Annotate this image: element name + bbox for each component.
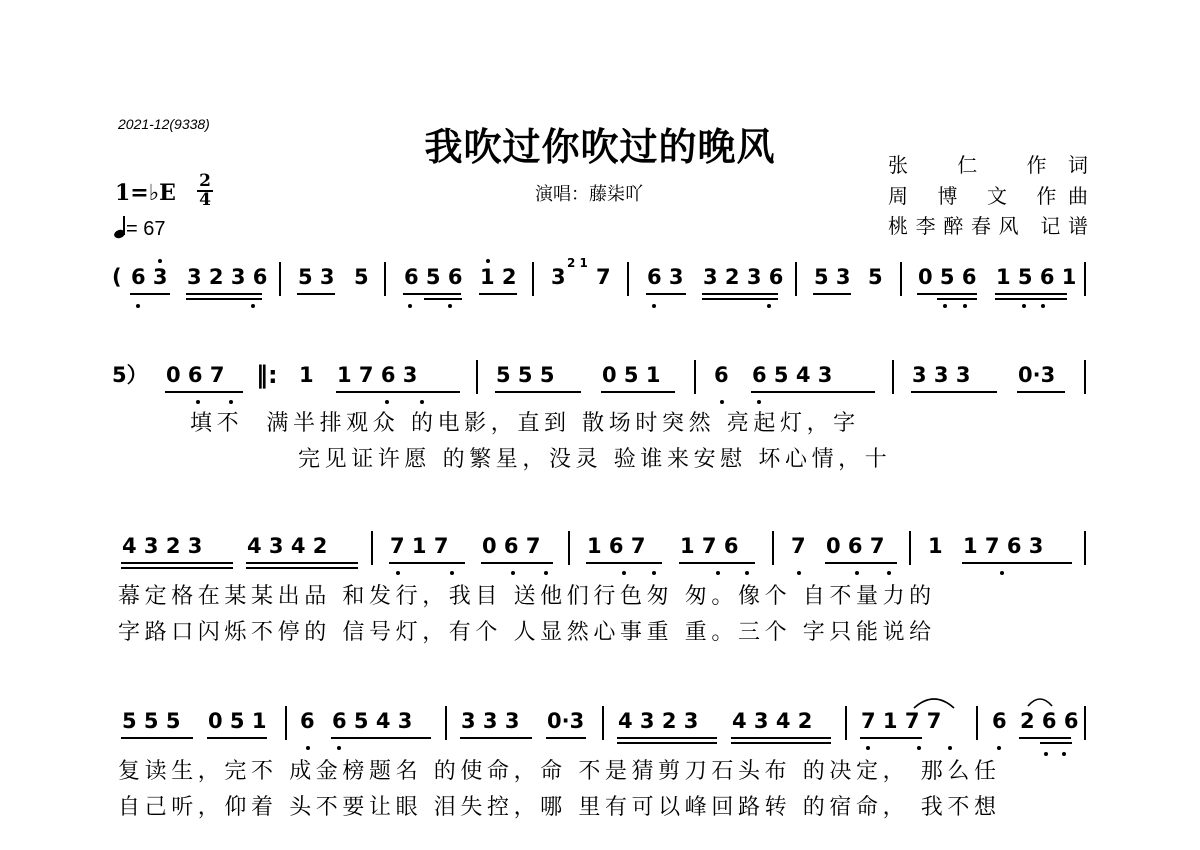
octave-dot (652, 304, 656, 308)
note-group: 5 (868, 265, 883, 289)
note-group: 1 6 7 (587, 534, 646, 558)
octave-dot (943, 304, 947, 308)
barline (1084, 706, 1086, 740)
score-row-1 (0, 256, 1200, 304)
barline (845, 706, 847, 740)
note-group: 4 3 2 3 (618, 709, 699, 733)
barline (279, 262, 281, 296)
octave-dot (720, 400, 724, 404)
octave-dot (158, 259, 162, 263)
octave-dot (337, 746, 341, 750)
note-group: 5 (354, 265, 369, 289)
beam-line (297, 293, 335, 295)
barline (532, 262, 534, 296)
octave-dot (948, 746, 952, 750)
lyric-line: 完见证许愿 的繁星，没灵 验谁来安慰 坏心情，十 (298, 447, 892, 472)
note-group: 0 6 7 (166, 363, 225, 387)
beam-line (207, 737, 267, 739)
beam-line (495, 391, 581, 393)
barline (976, 706, 978, 740)
note-group: 0 5 1 (602, 363, 661, 387)
note-group: 6 3 (647, 265, 684, 289)
beam-line (460, 737, 532, 739)
octave-dot (745, 571, 749, 575)
octave-dot (396, 571, 400, 575)
octave-dot (767, 304, 771, 308)
octave-dot (622, 571, 626, 575)
beam-line (481, 562, 553, 564)
note-group: 2 6 6 (1020, 709, 1079, 733)
note-group: 5 3 (814, 265, 851, 289)
note-group: 1 (928, 534, 943, 558)
barline (772, 531, 774, 565)
octave-dot (963, 304, 967, 308)
beam-line (962, 562, 1072, 564)
octave-dot (652, 571, 656, 575)
beam-line (679, 562, 755, 564)
beam-line (121, 567, 233, 569)
tempo-value: = 67 (126, 218, 166, 240)
beam-line (813, 293, 851, 295)
beam-line (246, 567, 358, 569)
note-group: 5 5 5 (496, 363, 555, 387)
note-group: 1 7 6 3 (337, 363, 418, 387)
beam-line (246, 562, 358, 564)
barline (1084, 531, 1086, 565)
octave-dot (511, 571, 515, 575)
octave-dot (1062, 752, 1066, 756)
lyric-line: 字路口闪烁不停的 信号灯，有个 人显然心事重 重。三个 字只能说给 (118, 620, 936, 645)
beam-line (911, 391, 997, 393)
time-signature (197, 171, 213, 210)
octave-dot (757, 400, 761, 404)
octave-dot (420, 400, 424, 404)
beam-line (646, 293, 686, 295)
beam-line (731, 737, 831, 739)
note-group: 3 3 3 (912, 363, 971, 387)
note-group: 6 (300, 709, 315, 733)
beam-line (546, 737, 586, 739)
barline (371, 531, 373, 565)
octave-dot (797, 571, 801, 575)
tie-arc (912, 694, 956, 710)
barline (795, 262, 797, 296)
lyric-line: 复读生，完不 成金榜题名 的使命，命 不是猜剪刀石头布 的决定， 那么任 (118, 759, 1001, 784)
beam-line (825, 562, 897, 564)
note-group: 0 5 6 (918, 265, 977, 289)
lyricist-credit: 张 仁 作词 (888, 153, 1088, 177)
beam-line (186, 293, 262, 295)
note-group: 4 3 4 2 (732, 709, 813, 733)
beam-line (702, 293, 778, 295)
note-group: 7 1 7 7 (861, 709, 942, 733)
octave-dot (486, 259, 490, 263)
octave-dot (385, 400, 389, 404)
barline (627, 262, 629, 296)
beam-line (995, 298, 1067, 300)
note-group: 7 (596, 265, 611, 289)
octave-dot (544, 571, 548, 575)
note-group: 3 (551, 265, 566, 289)
note-group: 0 6 7 (482, 534, 541, 558)
barline (384, 262, 386, 296)
note-group: 4 3 4 2 (247, 534, 328, 558)
octave-dot (229, 400, 233, 404)
barline (1084, 262, 1086, 296)
beam-line (1040, 742, 1072, 744)
note-group: 5 3 (298, 265, 335, 289)
octave-dot (1022, 304, 1026, 308)
beam-line (389, 562, 465, 564)
time-signature-bottom: 4 (199, 190, 211, 210)
grace-notes: 2 1 (567, 256, 588, 270)
note-group: 0 6 7 (826, 534, 885, 558)
note-group: 0·3 (1018, 363, 1056, 387)
note-group: 4 3 2 3 (122, 534, 203, 558)
score-row-3 (0, 533, 1200, 645)
time-signature-top: 2 (199, 171, 211, 191)
octave-dot (196, 400, 200, 404)
beam-line (121, 737, 193, 739)
beam-line (479, 293, 517, 295)
key-signature: 1=♭E (115, 180, 176, 206)
octave-dot (408, 304, 412, 308)
octave-dot (855, 571, 859, 575)
octave-dot (866, 746, 870, 750)
note-group: 6 (992, 709, 1007, 733)
octave-dot (136, 304, 140, 308)
beam-line (331, 737, 431, 739)
beam-line (731, 742, 831, 744)
beam-line (121, 562, 233, 564)
beam-line (995, 293, 1067, 295)
note-group: 3 2 3 6 (703, 265, 784, 289)
note-group: 6 5 4 3 (752, 363, 833, 387)
beam-line (917, 293, 977, 295)
score-row-4 (0, 708, 1200, 820)
note-group: 6 5 4 3 (332, 709, 413, 733)
octave-dot (1041, 304, 1045, 308)
beam-line (860, 737, 922, 739)
note-group: 6 (714, 363, 729, 387)
barline (909, 531, 911, 565)
beam-line (586, 562, 662, 564)
beam-line (186, 298, 262, 300)
song-title-text: 我吹过你吹过的晚风 (424, 124, 776, 169)
note-group: 7 1 7 (390, 534, 449, 558)
octave-dot (448, 304, 452, 308)
beam-line (336, 391, 460, 393)
lyric-line: 自己听，仰着 头不要让眼 泪失控，哪 里有可以峰回路转 的宿命， 我不想 (118, 795, 1001, 820)
octave-dot (1044, 752, 1048, 756)
note-group: ( (112, 265, 122, 289)
barline (1084, 360, 1086, 394)
beam-line (165, 391, 243, 393)
beam-line (1017, 391, 1065, 393)
note-group: 5 5 5 (122, 709, 181, 733)
note-group: 0·3 (547, 709, 585, 733)
note-group: 0 5 1 (208, 709, 267, 733)
beam-line (601, 391, 675, 393)
note-group: 3 3 3 (461, 709, 520, 733)
octave-dot (251, 304, 255, 308)
beam-line (424, 298, 462, 300)
barline (476, 360, 478, 394)
score-row-2 (0, 361, 1200, 472)
tie-arc (1026, 694, 1054, 708)
note-group: 6 5 6 (404, 265, 463, 289)
octave-dot (450, 571, 454, 575)
lyric-line: 幕定格在某某出品 和发行，我目 送他们行色匆 匆。像个 自不量力的 (118, 584, 936, 609)
note-group: 5） (112, 363, 148, 387)
beam-line (617, 742, 717, 744)
barline (602, 706, 604, 740)
octave-dot (887, 571, 891, 575)
beam-line (1019, 737, 1071, 739)
note-group: 1 2 (480, 265, 517, 289)
beam-line (702, 298, 778, 300)
quarter-note-icon (114, 216, 126, 238)
repeat-sign: ‖: (256, 361, 278, 389)
beam-line (617, 737, 717, 739)
singer-credit: 演唱：藤柒吖 (535, 184, 643, 205)
barline (568, 531, 570, 565)
beam-line (130, 293, 170, 295)
barline (445, 706, 447, 740)
octave-dot (716, 571, 720, 575)
beam-line (937, 298, 977, 300)
octave-dot (917, 746, 921, 750)
tempo-marking (114, 216, 165, 241)
octave-dot (1000, 571, 1004, 575)
barline (900, 262, 902, 296)
octave-dot (306, 746, 310, 750)
note-group: 3 2 3 6 (187, 265, 268, 289)
transcriber-credit: 桃李醉春风 记谱 (888, 214, 1088, 238)
beam-line (751, 391, 875, 393)
beam-line (403, 293, 461, 295)
score-id: 2021-12(9338) (118, 116, 210, 132)
note-group: 1 5 6 1 (996, 265, 1077, 289)
composer-credit: 周 博 文 作曲 (888, 184, 1088, 208)
barline (892, 360, 894, 394)
note-group: 6 3 (131, 265, 168, 289)
barline (694, 360, 696, 394)
note-group: 7 (791, 534, 806, 558)
octave-dot (997, 746, 1001, 750)
lyric-line: 填不 满半排观众 的电影，直到 散场时突然 亮起灯，字 (190, 411, 860, 436)
barline (285, 706, 287, 740)
note-group: 1 7 6 3 (963, 534, 1044, 558)
note-group: 1 7 6 (680, 534, 739, 558)
note-group: 1 (299, 363, 314, 387)
